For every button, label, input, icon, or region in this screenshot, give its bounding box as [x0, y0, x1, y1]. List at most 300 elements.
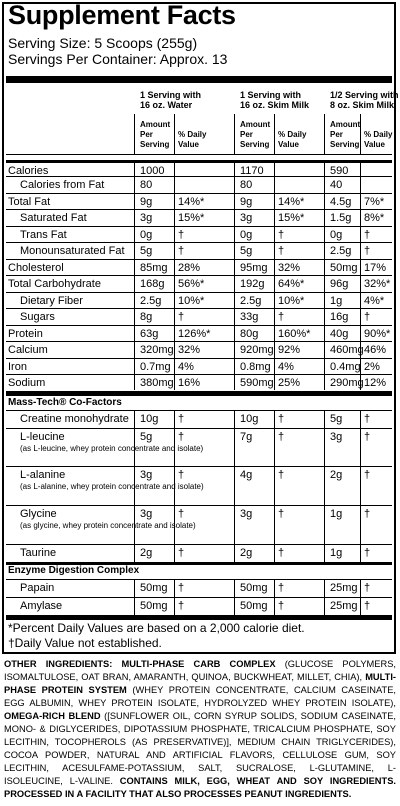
header-column-divider: [324, 114, 325, 154]
column-divider: [174, 210, 175, 226]
thick-divider: [6, 76, 392, 83]
daily-value-percent: 4%: [178, 361, 194, 373]
nutrient-name: Cholesterol: [8, 262, 64, 274]
column-divider: [274, 194, 275, 209]
column-divider: [134, 580, 135, 597]
daily-value-percent: 16%: [178, 377, 201, 389]
column-divider: [324, 309, 325, 325]
column-divider: [360, 210, 361, 226]
column-heading-1: 1 Serving with 16 oz. Water: [140, 90, 202, 110]
amount-value: 25mg: [330, 600, 358, 612]
column-divider: [324, 545, 325, 562]
column-divider: [234, 210, 235, 226]
daily-value-label-2: % Daily Value: [278, 130, 307, 149]
column-divider: [274, 598, 275, 615]
daily-value-percent: 126%*: [178, 328, 211, 340]
amount-per-serving-label-1: Amount Per Serving: [140, 120, 171, 149]
daily-value-percent: 10%*: [278, 295, 305, 307]
daily-value-percent: 32%: [178, 344, 201, 356]
amount-value: 320mg: [140, 344, 174, 356]
column-divider: [360, 506, 361, 544]
column-divider: [274, 411, 275, 428]
nutrient-row: [6, 579, 392, 597]
column-divider: [174, 276, 175, 292]
daily-value-percent: 12%: [364, 377, 387, 389]
daily-value-percent: †: [278, 229, 285, 241]
amount-value: 50mg: [140, 582, 168, 594]
amount-value: 3g: [330, 431, 343, 443]
column-divider: [174, 177, 175, 193]
nutrient-name: Trans Fat: [20, 229, 67, 241]
amount-value: 2g: [330, 469, 343, 481]
amount-value: 25mg: [330, 582, 358, 594]
column-divider: [324, 506, 325, 544]
nutrient-row: [6, 341, 392, 358]
amount-value: 80g: [240, 328, 259, 340]
nutrient-row: [6, 374, 392, 390]
column-divider: [174, 506, 175, 544]
column-divider: [174, 359, 175, 374]
column-divider: [134, 598, 135, 615]
column-divider: [360, 580, 361, 597]
column-divider: [324, 467, 325, 505]
amount-value: 168g: [140, 278, 165, 290]
header-column-divider: [134, 114, 135, 154]
column-divider: [134, 293, 135, 308]
daily-value-percent: 160%*: [278, 328, 311, 340]
daily-value-label-3: % Daily Value: [364, 130, 393, 149]
amount-value: 9g: [140, 196, 153, 208]
ingredients-omega-text: ([SUNFLOWER OIL, CORN SYRUP SOLIDS, SODIUM CASEINATE, MONO- & DIGLYCERIDES, DIPOTASSIUM PHOSPHATE, TRICALCIUM PHOSPHATE, SOY LECITHIN, TOCOPHEROLS (AS PRESERVATIVE)], MEDIUM CHAIN TRIGLYCERIDES), COCOA POWDER, NATURAL AND ARTIFICIAL FLAVORS, CELLULOSE GUM, SOY LECITHIN, ACESULFAME-POTASSIUM, SALT, SUCRALOSE, L-GLUTAMINE, L-ISOLEUCINE, L-VALINE.: [4, 711, 396, 786]
column-divider: [234, 177, 235, 193]
amount-value: 1.5g: [330, 212, 352, 224]
daily-value-percent: 92%: [278, 344, 301, 356]
ingredients-protein-text: (WHEY PROTEIN CONCENTRATE, CALCIUM CASEINATE, EGG ALBUMIN, WHEY PROTEIN ISOLATE, HYDROLYZED WHEY PROTEIN ISOLATE),: [4, 685, 396, 708]
ingredients-carb-text: (GLUCOSE POLYMERS, ISOMALTULOSE, OAT BRAN, AMARANTH, QUINOA, BUCKWHEAT, MILLET, CHIA),: [4, 659, 396, 682]
enzyme-heading: Enzyme Digestion Complex: [8, 565, 140, 576]
amount-value: 380mg: [140, 377, 174, 389]
amount-value: 50mg: [240, 600, 268, 612]
daily-value-percent: †: [364, 469, 371, 481]
column-divider: [174, 580, 175, 597]
amount-value: 80: [140, 179, 153, 191]
daily-value-percent: †: [178, 582, 185, 594]
amount-value: 10g: [140, 413, 159, 425]
servings-per-container: Servings Per Container: Approx. 13: [8, 51, 228, 67]
nutrient-name: Monounsaturated Fat: [20, 245, 125, 257]
other-ingredients: [4, 658, 396, 801]
amount-value: 4g: [240, 469, 253, 481]
amount-value: 2.5g: [240, 295, 262, 307]
amount-value: 2.5g: [330, 245, 352, 257]
nutrient-row: [6, 275, 392, 292]
column-divider: [360, 243, 361, 259]
amount-value: 5g: [140, 245, 153, 257]
column-divider: [274, 359, 275, 374]
amount-value: 1170: [240, 165, 264, 177]
daily-value-percent: †: [178, 413, 185, 425]
amount-value: 0g: [240, 229, 253, 241]
daily-value-percent: 56%*: [178, 278, 205, 290]
header-column-divider: [274, 114, 275, 154]
amount-value: 3g: [240, 508, 253, 520]
column-divider: [274, 227, 275, 242]
amount-value: 2.5g: [140, 295, 162, 307]
cofactors-heading: Mass-Tech® Co-Factors: [8, 397, 122, 408]
column-divider: [174, 309, 175, 325]
amount-value: 3g: [240, 212, 253, 224]
daily-value-percent: †: [278, 413, 285, 425]
amount-value: 0g: [140, 229, 153, 241]
column-divider: [234, 411, 235, 428]
daily-value-percent: †: [178, 508, 185, 520]
amount-value: 3g: [140, 508, 153, 520]
daily-value-percent: †: [364, 431, 371, 443]
daily-value-label-1: % Daily Value: [178, 130, 207, 149]
column-divider: [234, 194, 235, 209]
nutrient-row: [6, 428, 392, 466]
amount-value: 5g: [240, 245, 253, 257]
column-divider: [134, 342, 135, 358]
column-divider: [174, 411, 175, 428]
daily-value-percent: †: [278, 600, 285, 612]
nutrient-name: Sodium: [8, 377, 46, 389]
column-divider: [274, 309, 275, 325]
amount-value: 85mg: [140, 262, 168, 274]
amount-value: 33g: [240, 311, 259, 323]
column-divider: [234, 506, 235, 544]
column-divider: [324, 359, 325, 374]
column-divider: [134, 194, 135, 209]
nutrient-row: [6, 209, 392, 226]
nutrient-row: [6, 160, 392, 176]
column-divider: [134, 227, 135, 242]
column-divider: [324, 580, 325, 597]
column-heading-2: 1 Serving with 16 oz. Skim Milk: [240, 90, 310, 110]
column-divider: [174, 375, 175, 390]
amount-value: 920mg: [240, 344, 274, 356]
column-divider: [234, 375, 235, 390]
column-divider: [274, 276, 275, 292]
supplement-facts-panel: [2, 0, 399, 654]
daily-value-percent: 10%*: [178, 295, 205, 307]
nutrient-source-note: (as L-alanine, whey protein concentrate and isolate): [20, 482, 204, 491]
column-divider: [234, 580, 235, 597]
daily-value-percent: 14%*: [178, 196, 205, 208]
column-divider: [360, 467, 361, 505]
column-divider: [360, 276, 361, 292]
amount-value: 1g: [330, 295, 343, 307]
nutrient-row: [6, 193, 392, 209]
header-divider: [6, 154, 392, 155]
daily-value-percent: 2%: [364, 361, 380, 373]
nutrient-name: Protein: [8, 328, 43, 340]
daily-value-percent: †: [364, 582, 371, 594]
daily-value-percent: 32%: [278, 262, 301, 274]
column-divider: [324, 429, 325, 466]
column-divider: [324, 293, 325, 308]
amount-value: 2g: [240, 547, 253, 559]
daily-value-percent: 15%*: [278, 212, 305, 224]
amount-per-serving-label-3: Amount Per Serving: [330, 120, 361, 149]
column-divider: [360, 163, 361, 176]
amount-value: 50mg: [240, 582, 268, 594]
column-divider: [134, 467, 135, 505]
header-column-divider: [360, 114, 361, 154]
nutrient-row: [6, 466, 392, 505]
column-divider: [360, 545, 361, 562]
daily-value-percent: †: [364, 600, 371, 612]
daily-value-percent: 7%*: [364, 196, 385, 208]
amount-value: 63g: [140, 328, 159, 340]
nutrient-row: [6, 292, 392, 308]
column-divider: [174, 163, 175, 176]
column-divider: [174, 293, 175, 308]
daily-value-percent: †: [178, 600, 185, 612]
amount-value: 290mg: [330, 377, 364, 389]
not-established-footnote: †Daily Value not established.: [8, 636, 162, 650]
column-divider: [360, 194, 361, 209]
nutrient-name: Calcium: [8, 344, 48, 356]
nutrient-name: Creatine monohydrate: [20, 413, 129, 425]
ingredients-protein-heading: MULTI-PHASE PROTEIN SYSTEM: [4, 672, 396, 695]
header-column-divider: [234, 114, 235, 154]
column-divider: [360, 326, 361, 341]
daily-value-percent: 32%*: [364, 278, 391, 290]
column-divider: [274, 163, 275, 176]
column-divider: [324, 227, 325, 242]
column-divider: [174, 429, 175, 466]
column-divider: [174, 598, 175, 615]
amount-value: 5g: [140, 431, 153, 443]
column-divider: [174, 194, 175, 209]
daily-value-percent: †: [364, 229, 371, 241]
column-divider: [324, 276, 325, 292]
column-divider: [134, 177, 135, 193]
amount-value: 0.4mg: [330, 361, 361, 373]
nutrient-name: Calories from Fat: [20, 179, 105, 191]
header-column-divider: [174, 114, 175, 154]
column-divider: [134, 276, 135, 292]
amount-value: 2g: [140, 547, 153, 559]
column-divider: [174, 243, 175, 259]
daily-value-percent: 90%*: [364, 328, 391, 340]
nutrient-source-note: (as glycine, whey protein concentrate and isolate): [20, 521, 196, 530]
column-divider: [174, 260, 175, 275]
nutrient-name: Sugars: [20, 311, 55, 323]
nutrient-name: L-leucine: [20, 431, 65, 443]
daily-value-percent: 46%: [364, 344, 387, 356]
column-divider: [134, 243, 135, 259]
daily-value-percent: †: [178, 547, 185, 559]
column-divider: [234, 227, 235, 242]
amount-value: 10g: [240, 413, 259, 425]
serving-size: Serving Size: 5 Scoops (255g): [8, 35, 198, 51]
allergen-statement: CONTAINS MILK, EGG, WHEAT AND SOY INGREDIENTS. PROCESSED IN A FACILITY THAT ALSO PROCESSES PEANUT INGREDIENTS.: [4, 776, 396, 799]
nutrient-row: [6, 597, 392, 615]
nutrient-row: [6, 544, 392, 562]
column-divider: [234, 260, 235, 275]
column-divider: [234, 276, 235, 292]
nutrient-row: [6, 259, 392, 275]
daily-value-percent: 8%*: [364, 212, 385, 224]
amount-value: 80: [240, 179, 253, 191]
column-divider: [234, 326, 235, 341]
amount-value: 1g: [330, 547, 343, 559]
nutrient-row: [6, 505, 392, 544]
column-divider: [134, 411, 135, 428]
daily-value-percent: 4%: [278, 361, 294, 373]
column-divider: [234, 545, 235, 562]
column-divider: [134, 309, 135, 325]
column-divider: [274, 545, 275, 562]
amount-value: 50mg: [140, 600, 168, 612]
daily-value-percent: †: [178, 469, 185, 481]
column-divider: [234, 467, 235, 505]
column-divider: [360, 375, 361, 390]
column-divider: [360, 260, 361, 275]
amount-value: 460mg: [330, 344, 364, 356]
column-divider: [274, 326, 275, 341]
column-divider: [324, 210, 325, 226]
daily-value-percent: †: [278, 431, 285, 443]
column-divider: [324, 243, 325, 259]
daily-value-percent: †: [364, 245, 371, 257]
column-divider: [360, 293, 361, 308]
column-heading-3: 1/2 Serving with 8 oz. Skim Milk: [330, 90, 399, 110]
column-divider: [134, 545, 135, 562]
bottom-divider: [6, 615, 392, 620]
column-divider: [274, 177, 275, 193]
nutrient-name: Total Carbohydrate: [8, 278, 101, 290]
column-divider: [234, 429, 235, 466]
column-divider: [324, 598, 325, 615]
nutrient-row: [6, 358, 392, 374]
nutrient-row: [6, 176, 392, 193]
nutrient-name: Papain: [20, 582, 55, 594]
daily-value-percent: †: [278, 245, 285, 257]
amount-value: 7g: [240, 431, 253, 443]
amount-value: 590: [330, 165, 349, 177]
column-divider: [134, 210, 135, 226]
column-divider: [174, 467, 175, 505]
daily-value-percent: †: [178, 229, 185, 241]
column-divider: [234, 598, 235, 615]
nutrient-name: Calories: [8, 165, 49, 177]
daily-value-percent: †: [364, 413, 371, 425]
column-divider: [360, 309, 361, 325]
nutrient-row: [6, 308, 392, 325]
column-divider: [134, 359, 135, 374]
column-divider: [134, 506, 135, 544]
nutrient-name: Amylase: [20, 600, 63, 612]
column-divider: [134, 326, 135, 341]
nutrient-name: Iron: [8, 361, 27, 373]
column-divider: [360, 359, 361, 374]
amount-value: 3g: [140, 212, 153, 224]
column-divider: [324, 326, 325, 341]
column-divider: [134, 375, 135, 390]
amount-value: 96g: [330, 278, 349, 290]
daily-value-percent: †: [278, 311, 285, 323]
column-divider: [274, 506, 275, 544]
nutrient-name: Dietary Fiber: [20, 295, 83, 307]
section-divider: [6, 391, 392, 396]
nutrient-name: L-alanine: [20, 469, 66, 481]
column-divider: [234, 293, 235, 308]
column-divider: [360, 227, 361, 242]
daily-value-footnote: *Percent Daily Values are based on a 2,000 calorie diet.: [8, 621, 305, 635]
nutrient-name: Taurine: [20, 547, 57, 559]
daily-value-percent: 64%*: [278, 278, 305, 290]
column-divider: [234, 309, 235, 325]
daily-value-percent: †: [278, 547, 285, 559]
column-divider: [234, 359, 235, 374]
amount-per-serving-label-2: Amount Per Serving: [240, 120, 271, 149]
amount-value: 1000: [140, 165, 165, 177]
column-divider: [360, 411, 361, 428]
column-divider: [274, 580, 275, 597]
column-divider: [274, 375, 275, 390]
column-divider: [274, 342, 275, 358]
daily-value-percent: †: [364, 547, 371, 559]
column-divider: [360, 177, 361, 193]
daily-value-percent: †: [178, 311, 185, 323]
amount-value: 95mg: [240, 262, 268, 274]
column-divider: [324, 194, 325, 209]
daily-value-percent: 28%: [178, 262, 201, 274]
amount-value: 5g: [330, 413, 343, 425]
amount-value: 16g: [330, 311, 349, 323]
amount-value: 1g: [330, 508, 343, 520]
daily-value-percent: †: [364, 311, 371, 323]
column-divider: [274, 467, 275, 505]
column-divider: [274, 210, 275, 226]
column-divider: [174, 326, 175, 341]
amount-value: 40g: [330, 328, 349, 340]
daily-value-percent: 15%*: [178, 212, 205, 224]
column-divider: [360, 342, 361, 358]
amount-value: 8g: [140, 311, 153, 323]
amount-value: 0.8mg: [240, 361, 271, 373]
amount-value: 40: [330, 179, 343, 191]
column-divider: [234, 243, 235, 259]
column-divider: [274, 243, 275, 259]
column-divider: [134, 163, 135, 176]
nutrient-name: Glycine: [20, 508, 57, 520]
daily-value-percent: †: [278, 582, 285, 594]
column-divider: [234, 163, 235, 176]
column-divider: [274, 293, 275, 308]
daily-value-percent: †: [278, 508, 285, 520]
daily-value-percent: 25%: [278, 377, 301, 389]
nutrient-row: [6, 410, 392, 428]
amount-value: 590mg: [240, 377, 274, 389]
column-divider: [174, 545, 175, 562]
amount-value: 50mg: [330, 262, 358, 274]
amount-value: 192g: [240, 278, 265, 290]
nutrient-name: Total Fat: [8, 196, 51, 208]
daily-value-percent: 4%*: [364, 295, 385, 307]
column-divider: [174, 227, 175, 242]
column-divider: [324, 342, 325, 358]
daily-value-percent: †: [178, 431, 185, 443]
nutrient-source-note: (as L-leucine, whey protein concentrate and isolate): [20, 444, 204, 453]
column-divider: [360, 598, 361, 615]
amount-value: 4.5g: [330, 196, 352, 208]
nutrient-row: [6, 226, 392, 242]
daily-value-percent: †: [278, 469, 285, 481]
